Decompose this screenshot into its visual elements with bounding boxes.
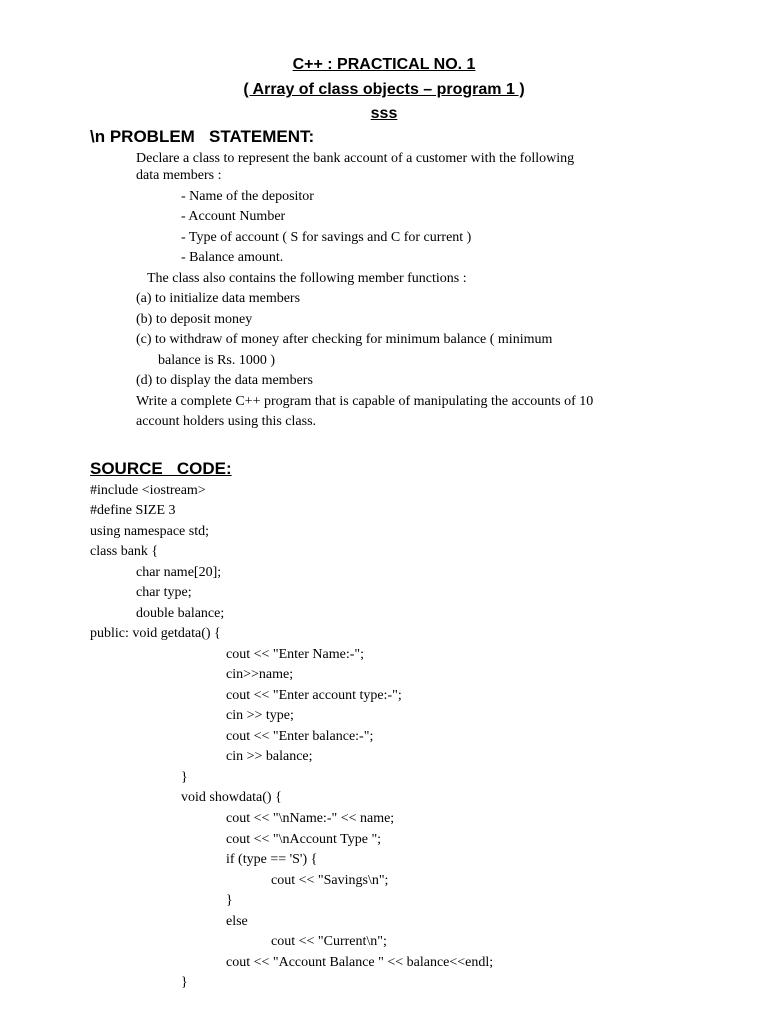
code-line: cout << "Account Balance " << balance<<endl; bbox=[226, 955, 494, 970]
code-line: if (type == 'S') { bbox=[226, 852, 318, 867]
problem-line: data members : bbox=[136, 168, 222, 183]
code-line: cout << "Current\n"; bbox=[271, 934, 387, 949]
code-line: public: void getdata() { bbox=[90, 626, 221, 641]
problem-line: balance is Rs. 1000 ) bbox=[158, 353, 276, 368]
code-line: cin>>name; bbox=[226, 667, 294, 682]
code-line: } bbox=[226, 893, 233, 908]
code-line: char name[20]; bbox=[136, 565, 222, 580]
problem-line: - Type of account ( S for savings and C for current ) bbox=[181, 230, 472, 245]
problem-line: account holders using this class. bbox=[136, 414, 317, 429]
problem-line: Declare a class to represent the bank account of a customer with the following bbox=[136, 151, 575, 166]
code-line: cout << "Enter account type:-"; bbox=[226, 688, 402, 703]
problem-line: (d) to display the data members bbox=[136, 373, 313, 388]
code-line: else bbox=[226, 914, 248, 929]
problem-statement-heading: \n PROBLEM STATEMENT: bbox=[90, 127, 315, 146]
problem-line: - Balance amount. bbox=[181, 250, 284, 265]
page-subtitle: ( Array of class objects – program 1 ) bbox=[243, 81, 525, 98]
page-subtitle-tag: sss bbox=[370, 105, 398, 122]
code-line: cin >> balance; bbox=[226, 749, 313, 764]
code-line: } bbox=[181, 975, 188, 990]
code-line: } bbox=[181, 770, 188, 785]
code-line: cout << "Savings\n"; bbox=[271, 873, 389, 888]
code-line: #include <iostream> bbox=[90, 483, 206, 498]
code-line: char type; bbox=[136, 585, 192, 600]
code-line: void showdata() { bbox=[181, 790, 282, 805]
code-line: cin >> type; bbox=[226, 708, 294, 723]
code-line: class bank { bbox=[90, 544, 159, 559]
code-line: using namespace std; bbox=[90, 524, 209, 539]
code-line: cout << "\nName:-" << name; bbox=[226, 811, 395, 826]
page-title: C++ : PRACTICAL NO. 1 bbox=[292, 56, 476, 73]
problem-line: The class also contains the following member functions : bbox=[147, 271, 467, 286]
problem-line: (c) to withdraw of money after checking for minimum balance ( minimum bbox=[136, 332, 553, 347]
code-line: cout << "Enter balance:-"; bbox=[226, 729, 374, 744]
problem-line: (b) to deposit money bbox=[136, 312, 253, 327]
code-line: cout << "Enter Name:-"; bbox=[226, 647, 365, 662]
problem-line: (a) to initialize data members bbox=[136, 291, 301, 306]
code-line: cout << "\nAccount Type "; bbox=[226, 832, 382, 847]
problem-line: Write a complete C++ program that is capable of manipulating the accounts of 10 bbox=[136, 394, 594, 409]
code-line: double balance; bbox=[136, 606, 225, 621]
problem-line: - Name of the depositor bbox=[181, 189, 314, 204]
code-line: #define SIZE 3 bbox=[90, 503, 176, 518]
problem-line: - Account Number bbox=[181, 209, 286, 224]
source-code-heading: SOURCE CODE: bbox=[90, 459, 232, 478]
